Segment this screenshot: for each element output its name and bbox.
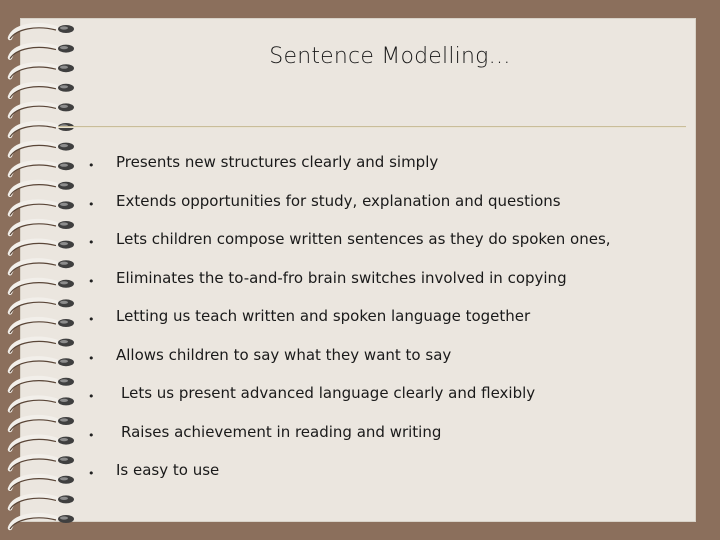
bullet-text: Letting us teach written and spoken language together [116, 307, 531, 325]
binding-ring [10, 280, 74, 294]
bullet-dot: • [88, 313, 95, 326]
bullet-text: Eliminates the to-and-fro brain switches involved in copying [116, 268, 567, 287]
binding-ring [10, 476, 74, 490]
binding-ring [10, 299, 74, 313]
bullet-list [86, 145, 686, 492]
bullet-text: Lets children compose written sentences as they do spoken ones, [116, 230, 611, 248]
binding-ring [10, 201, 74, 215]
binding-ring [10, 45, 74, 59]
bullet-text: Presents new structures clearly and simply [116, 153, 439, 171]
bullet-item [86, 299, 686, 338]
bullet-item [86, 261, 686, 300]
bullet-item [86, 222, 686, 261]
binding-ring [10, 103, 74, 117]
binding-ring [10, 241, 74, 255]
binding-ring [10, 260, 74, 274]
binding-ring [10, 162, 74, 176]
binding-ring [10, 339, 74, 353]
bullet-dot: • [88, 236, 95, 249]
binding-ring [10, 495, 74, 509]
binding-ring [10, 397, 74, 411]
bullet-item [86, 145, 686, 184]
binding-ring [10, 84, 74, 98]
bullet-dot: • [88, 274, 95, 288]
bullet-item [86, 376, 686, 415]
binding-ring [10, 25, 74, 39]
binding-ring [10, 221, 74, 235]
binding-ring [10, 437, 74, 451]
bullet-item [86, 338, 686, 377]
binding-ring [10, 378, 74, 392]
bullet-text: Raises achievement in reading and writing [121, 422, 442, 441]
binding-ring [10, 143, 74, 157]
binding-ring [10, 515, 74, 529]
binding-ring [10, 319, 74, 333]
bullet-item [86, 415, 686, 454]
binding-ring [10, 182, 74, 196]
bullet-text: Extends opportunities for study, explanation and questions [116, 191, 561, 210]
bullet-dot: • [88, 467, 95, 480]
bullet-item [86, 184, 686, 223]
bullet-dot: • [88, 351, 95, 365]
bullet-dot: • [88, 428, 95, 442]
bullet-dot: • [88, 197, 95, 211]
binding-ring [10, 417, 74, 431]
binding-ring [10, 358, 74, 372]
spiral-binding [0, 0, 90, 540]
bullet-text: Is easy to use [116, 461, 220, 479]
bullet-text: Allows children to say what they want to say [116, 345, 452, 364]
bullet-dot: • [88, 159, 95, 172]
bullet-dot: • [88, 390, 95, 403]
title-divider-highlight [58, 127, 686, 128]
slide-title: Sentence Modelling… [269, 44, 511, 69]
bullet-item [86, 453, 686, 492]
binding-ring [10, 64, 74, 78]
binding-ring [10, 456, 74, 470]
bullet-text: Lets us present advanced language clearly and flexibly [121, 384, 536, 402]
